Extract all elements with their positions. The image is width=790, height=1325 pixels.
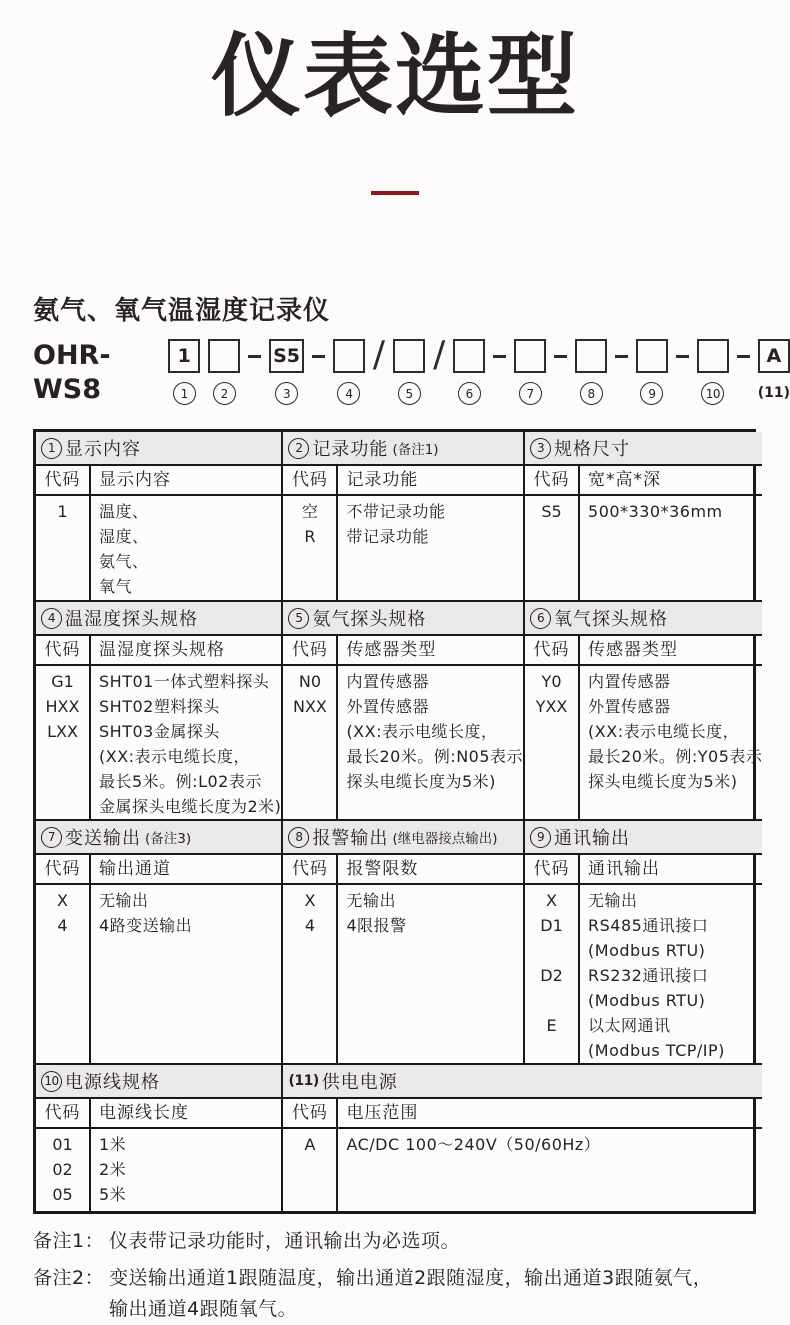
code-cell (283, 719, 336, 744)
code-cell: NXX (292, 697, 327, 717)
footnote-line: 变送输出通道1跟随温度，输出通道2跟随湿度，输出通道3跟随氨气， (109, 1267, 713, 1290)
desc-cell: 4路变送输出 (99, 916, 193, 936)
section-title: 变送输出 (65, 828, 141, 850)
code-cell (525, 719, 578, 744)
model-segment (758, 339, 790, 404)
section-number-icon: 4 (41, 608, 62, 629)
desc-cell: (XX:表示电缆长度， (99, 747, 251, 767)
desc-column (338, 496, 523, 600)
code-column (525, 666, 580, 819)
desc-cell: 外置传感器 (346, 697, 429, 717)
footnotes (33, 1226, 790, 1325)
model-prefix: OHR-WS8 (33, 340, 111, 406)
model-index: 2 (213, 382, 236, 405)
section-transmit-output (36, 821, 283, 1065)
desc-column (338, 885, 523, 1063)
model-box: A (758, 339, 790, 373)
model-index: 4 (337, 382, 360, 405)
desc-cell: 2米 (99, 1160, 127, 1180)
desc-column-header: 显示内容 (99, 470, 171, 491)
code-column (525, 885, 580, 1063)
section-body (36, 496, 281, 600)
code-column-header: 代码 (525, 855, 580, 883)
code-cell (525, 769, 578, 794)
code-cell (36, 549, 89, 574)
section-body (283, 666, 523, 819)
code-cell: 4 (57, 916, 68, 936)
desc-cell: (Modbus RTU) (588, 941, 706, 961)
accent-dash-icon (371, 191, 419, 195)
page-title: 仪表选型 (211, 24, 579, 129)
section-number-icon: 7 (41, 827, 62, 848)
code-cell: X (304, 891, 316, 911)
code-column-header: 代码 (36, 1099, 91, 1127)
code-column (36, 1129, 91, 1211)
column-header-row (283, 1099, 762, 1129)
code-cell: D1 (540, 916, 563, 936)
section-header (525, 602, 762, 636)
model-segment (636, 339, 668, 405)
footnote-2 (33, 1263, 790, 1325)
desc-column-header: 传感器类型 (588, 640, 679, 661)
model-box: S5 (269, 339, 304, 373)
model-box (697, 339, 729, 373)
desc-column-header: 电压范围 (346, 1103, 419, 1124)
column-header-row (36, 855, 281, 885)
section-body (283, 496, 523, 600)
model-box (636, 339, 668, 373)
dash-separator-icon (493, 355, 506, 358)
section-title: 氧气探头规格 (554, 609, 669, 631)
section-header (36, 821, 281, 855)
desc-column-header: 宽*高*深 (588, 470, 662, 491)
model-segment (575, 339, 607, 405)
section-communication-output (525, 821, 762, 1065)
code-column (283, 496, 338, 600)
section-number-icon: 8 (288, 827, 309, 848)
code-cell: 01 (52, 1135, 73, 1155)
code-cell: 空 (301, 502, 318, 522)
section-number-icon: 1 (41, 438, 62, 459)
model-index: 7 (519, 382, 542, 405)
section-number-icon: 10 (41, 1071, 62, 1092)
model-box (393, 339, 425, 373)
footnote-label: 备注1： (33, 1230, 105, 1253)
desc-cell: 外置传感器 (588, 697, 671, 717)
section-header (36, 432, 281, 466)
model-box (514, 339, 546, 373)
footnote-text (109, 1263, 712, 1325)
section-number-icon: 5 (288, 608, 309, 629)
code-column (36, 885, 91, 1063)
model-index: 8 (580, 382, 603, 405)
section-title: 供电电源 (321, 1072, 398, 1094)
dash-separator-icon (615, 355, 628, 358)
code-cell: Y0 (541, 672, 562, 692)
desc-cell: 500*330*36mm (588, 502, 723, 522)
model-index: 1 (173, 382, 196, 405)
section-oxygen-probe (525, 602, 762, 821)
column-header-row (283, 855, 523, 885)
column-header-row (283, 636, 523, 666)
desc-column (580, 885, 762, 1063)
column-header-row (525, 636, 762, 666)
code-column-header: 代码 (283, 855, 338, 883)
dash-separator-icon (676, 355, 689, 358)
code-cell (283, 769, 336, 794)
code-cell (36, 744, 89, 769)
model-box (333, 339, 365, 373)
section-header (283, 602, 523, 636)
desc-cell: 氧气 (99, 577, 133, 597)
desc-cell: 探头电缆长度为5米) (346, 772, 496, 792)
section-record-function (283, 432, 525, 602)
section-header (36, 1065, 281, 1099)
desc-cell: (XX:表示电缆长度， (346, 722, 498, 742)
section-display-content (36, 432, 283, 602)
desc-column (580, 666, 762, 819)
desc-cell: 内置传感器 (588, 672, 671, 692)
code-cell: E (546, 1016, 557, 1036)
code-column (283, 885, 338, 1063)
code-cell: X (57, 891, 68, 911)
section-number-icon: (11) (288, 1073, 319, 1090)
section-dimensions (525, 432, 762, 602)
desc-column (91, 666, 281, 819)
section-body (36, 885, 281, 1063)
model-segment (697, 339, 729, 405)
section-title: 记录功能 (312, 439, 389, 461)
section-body (525, 666, 762, 819)
model-index: 6 (458, 382, 481, 405)
desc-cell: 无输出 (346, 891, 396, 911)
code-cell (525, 938, 578, 963)
desc-column (91, 885, 281, 1063)
section-alarm-output (283, 821, 525, 1065)
section-note: (备注1) (392, 442, 439, 459)
desc-cell: RS485通讯接口 (588, 916, 709, 936)
model-segment (453, 339, 485, 405)
dash-separator-icon (554, 355, 567, 358)
footnote-1 (33, 1226, 790, 1257)
code-cell: S5 (541, 502, 562, 522)
code-cell: G1 (51, 672, 74, 692)
code-cell: A (304, 1135, 316, 1155)
slash-separator-icon: / (372, 334, 386, 376)
code-cell: LXX (47, 722, 78, 742)
code-cell (283, 744, 336, 769)
model-index: 3 (275, 382, 298, 405)
desc-column (91, 496, 281, 600)
code-column-header: 代码 (36, 466, 91, 494)
code-column-header: 代码 (283, 466, 338, 494)
desc-cell: 最长20米。例:N05表示 (346, 747, 524, 767)
model-box (453, 339, 485, 373)
code-cell (36, 769, 89, 794)
desc-cell: RS232通讯接口 (588, 966, 709, 986)
section-title: 通讯输出 (554, 828, 631, 850)
section-title: 规格尺寸 (554, 439, 631, 461)
code-column-header: 代码 (283, 1099, 338, 1127)
section-ammonia-probe (283, 602, 525, 821)
code-column-header: 代码 (36, 636, 91, 664)
code-cell: R (304, 527, 316, 547)
desc-cell: 探头电缆长度为5米) (588, 772, 738, 792)
model-box: 1 (168, 339, 200, 373)
code-column (525, 496, 580, 600)
desc-cell: SHT01一体式塑料探头 (99, 672, 270, 692)
code-cell: 4 (304, 916, 316, 936)
dash-separator-icon (312, 355, 325, 358)
model-index: (11) (757, 385, 790, 402)
code-cell: HXX (45, 697, 80, 717)
model-box (575, 339, 607, 373)
column-header-row (283, 466, 523, 496)
section-body (525, 885, 762, 1063)
model-box (208, 339, 240, 373)
code-cell: X (546, 891, 558, 911)
desc-column-header: 温湿度探头规格 (99, 640, 225, 661)
code-cell (36, 574, 89, 599)
code-cell: 02 (52, 1160, 73, 1180)
section-header (525, 821, 762, 855)
desc-cell: 氨气、 (99, 552, 149, 572)
desc-cell: 无输出 (588, 891, 638, 911)
model-segment (168, 339, 200, 405)
model-index: 9 (640, 382, 663, 405)
section-header (283, 1065, 762, 1099)
column-header-row (36, 1099, 281, 1129)
section-power-supply (283, 1065, 762, 1211)
footnote-text (109, 1226, 460, 1257)
section-temp-humidity-probe (36, 602, 283, 821)
slash-separator-icon: / (433, 334, 446, 376)
desc-cell: 最长5米。例:L02表示 (99, 772, 262, 792)
desc-column (338, 1129, 762, 1211)
section-note: (继电器接点输出) (392, 831, 498, 848)
code-column (283, 666, 338, 819)
desc-cell: SHT03金属探头 (99, 722, 220, 742)
desc-cell: AC/DC 100～240V（50/60Hz） (346, 1135, 601, 1155)
desc-cell: (Modbus TCP/IP) (588, 1041, 725, 1061)
desc-column-header: 报警限数 (346, 859, 419, 880)
column-header-row (525, 466, 762, 496)
code-column (36, 496, 91, 600)
code-cell: N0 (298, 672, 322, 692)
column-header-row (36, 466, 281, 496)
code-column (283, 1129, 338, 1211)
desc-cell: 金属探头电缆长度为2米) (99, 797, 282, 817)
section-title: 氨气探头规格 (312, 609, 427, 631)
selection-table (33, 429, 763, 1214)
code-cell: D2 (540, 966, 563, 986)
section-number-icon: 3 (530, 438, 551, 459)
section-body (283, 885, 523, 1063)
desc-cell: (Modbus RTU) (588, 991, 706, 1011)
section-title: 温湿度探头规格 (65, 609, 198, 631)
section-body (36, 666, 281, 819)
desc-cell: SHT02塑料探头 (99, 697, 220, 717)
desc-column-header: 电源线长度 (99, 1103, 189, 1124)
desc-cell: 以太网通讯 (588, 1016, 671, 1036)
section-number-icon: 6 (530, 608, 551, 629)
section-body (525, 496, 762, 600)
column-header-row (36, 636, 281, 666)
desc-cell: 不带记录功能 (346, 502, 446, 522)
section-title: 显示内容 (65, 439, 141, 461)
section-power-cord (36, 1065, 283, 1211)
desc-column-header: 输出通道 (99, 859, 171, 880)
model-index: 5 (398, 382, 421, 405)
desc-cell: 带记录功能 (346, 527, 429, 547)
code-column-header: 代码 (283, 636, 338, 664)
section-header (283, 821, 523, 855)
dash-separator-icon (248, 355, 261, 358)
footnote-label: 备注2： (33, 1267, 105, 1290)
code-cell (36, 524, 89, 549)
section-number-icon: 9 (530, 827, 551, 848)
code-cell: YXX (535, 697, 568, 717)
desc-cell: 无输出 (99, 891, 149, 911)
footnote-line: 输出通道4跟随氧气。 (109, 1298, 298, 1321)
code-cell (525, 1038, 578, 1063)
model-segment (514, 339, 546, 405)
section-title: 电源线规格 (65, 1072, 160, 1094)
code-column-header: 代码 (36, 855, 91, 883)
desc-column-header: 传感器类型 (346, 640, 437, 661)
footnote-line: 仪表带记录功能时，通讯输出为必选项。 (109, 1230, 461, 1253)
desc-cell: 4限报警 (346, 916, 407, 936)
desc-column (580, 496, 762, 600)
code-cell (36, 794, 89, 819)
section-body (36, 1129, 281, 1211)
desc-cell: (XX:表示电缆长度， (588, 722, 740, 742)
desc-cell: 最长20米。例:Y05表示 (588, 747, 763, 767)
desc-cell: 温度、 (99, 502, 149, 522)
code-cell (525, 988, 578, 1013)
dash-separator-icon (737, 355, 750, 358)
code-column-header: 代码 (525, 636, 580, 664)
code-cell: 05 (52, 1185, 73, 1205)
model-segment (208, 339, 240, 405)
model-index: 10 (701, 382, 724, 405)
code-column-header: 代码 (525, 466, 580, 494)
desc-column (338, 666, 523, 819)
model-segment (393, 339, 425, 405)
model-segment (333, 339, 365, 405)
code-cell (525, 744, 578, 769)
desc-cell: 内置传感器 (346, 672, 429, 692)
desc-column-header: 通讯输出 (588, 859, 661, 880)
desc-column-header: 记录功能 (346, 470, 419, 491)
desc-cell: 1米 (99, 1135, 127, 1155)
section-body (283, 1129, 762, 1211)
section-note: (备注3) (145, 831, 192, 848)
model-code-row (33, 334, 790, 407)
section-header (525, 432, 762, 466)
desc-cell: 湿度、 (99, 527, 149, 547)
code-cell: 1 (57, 502, 68, 522)
section-header (283, 432, 523, 466)
section-header (36, 602, 281, 636)
model-segment (269, 339, 304, 405)
section-number-icon: 2 (288, 438, 309, 459)
desc-cell: 5米 (99, 1185, 127, 1205)
section-title: 报警输出 (312, 828, 389, 850)
desc-column (91, 1129, 281, 1211)
code-column (36, 666, 91, 819)
column-header-row (525, 855, 762, 885)
product-subtitle: 氨气、氧气温湿度记录仪 (33, 296, 331, 327)
